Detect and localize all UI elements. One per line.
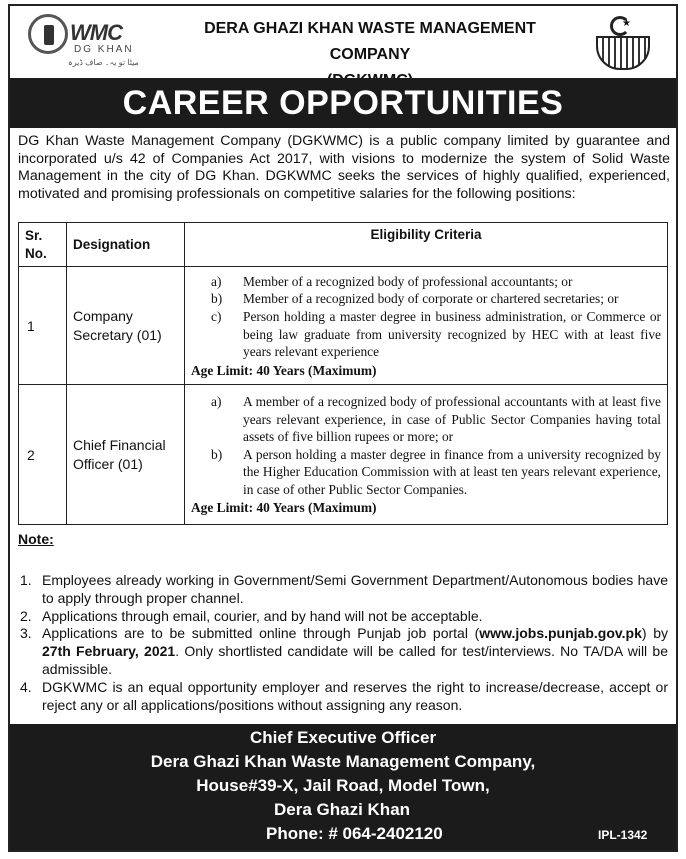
ad-reference-code: IPL-1342 <box>598 828 648 842</box>
jobs-portal-link[interactable]: www.jobs.punjab.gov.pk <box>479 625 642 642</box>
footer-address: House#39-X, Jail Road, Model Town, <box>196 776 490 795</box>
footer-title: Chief Executive Officer <box>249 728 437 747</box>
contact-footer <box>10 724 676 850</box>
criteria-item: c) Person holding a master degree in business administration, or Commerce or being law graduate from university recognized by HEC with at least five years relevant experience <box>211 308 661 360</box>
header-eligibility-criteria: Eligibility Criteria <box>185 223 668 267</box>
row-criteria <box>185 385 668 525</box>
logo-ring-icon <box>28 14 68 54</box>
age-limit: Age Limit: 40 Years (Maximum) <box>191 362 377 378</box>
logo-subtext: DG KHAN <box>74 44 134 55</box>
row-sr: 1 <box>19 267 67 385</box>
footer-city: Dera Ghazi Khan <box>274 800 411 819</box>
table-row <box>19 267 668 385</box>
row-designation: Company Secretary (01) <box>67 267 185 385</box>
list-item: 1. Employees already working in Government/Semi Government Department/Autonomous bodies have to apply through proper channel. <box>20 572 668 606</box>
positions-table <box>18 222 668 525</box>
criteria-item: a) Member of a recognized body of professional accountants; or <box>211 273 573 289</box>
header <box>10 6 676 76</box>
deadline-date: 27th February, 2021 <box>42 643 176 660</box>
list-item: 3. Applications are to be submitted online through Punjab job portal (www.jobs.punjab.gov.pk) by 27th February, 2021. Only shortlisted candidate will be called for test/interviews. No TA/DA will be admissible. <box>20 625 668 677</box>
list-item: 4. DGKWMC is an equal opportunity employer and reserves the right to increase/decrease, accept or reject any or all applications/positions without assigning any reason. <box>20 678 668 713</box>
intro-paragraph: DG Khan Waste Management Company (DGKWMC) is a public company limited by guarantee and incorporated u/s 42 of Companies Act 2017, with visions to modernize the system of Solid Waste Management in the city of DG Khan. DGKWMC seeks the services of highly qualified, experienced, motivated and promising professionals on competitive salaries for the following positions: <box>18 133 670 202</box>
criteria-item: b) A person holding a master degree in finance from a university recognized by the Higher Education Commission with at least ten years relevant experience, in case of other Public Sector Companies. <box>211 446 661 497</box>
row-sr: 2 <box>19 385 67 525</box>
header-sr-no: Sr. No. <box>19 223 67 267</box>
logo-text: WMC <box>70 20 122 45</box>
punjab-emblem-icon: ★ <box>592 16 654 74</box>
career-opportunities-banner: CAREER OPPORTUNITIES <box>10 78 676 128</box>
header-designation: Designation <box>67 223 185 267</box>
list-item: 2. Applications through email, courier, and by hand will not be acceptable. <box>20 607 483 624</box>
criteria-item: b) Member of a recognized body of corporate or chartered secretaries; or <box>211 291 619 307</box>
table-row <box>19 385 668 525</box>
footer-company: Dera Ghazi Khan Waste Management Company, <box>150 752 536 771</box>
company-name-line1: DERA GHAZI KHAN WASTE MANAGEMENT COMPANY <box>204 20 536 63</box>
footer-phone: Phone: # 064-2402120 <box>266 824 443 843</box>
row-criteria <box>185 267 668 385</box>
note-heading: Note: <box>18 531 54 547</box>
table-header-row <box>19 223 668 267</box>
age-limit: Age Limit: 40 Years (Maximum) <box>191 500 377 516</box>
dgkwmc-logo <box>28 14 178 76</box>
row-designation: Chief Financial Officer (01) <box>67 385 185 525</box>
notes-list <box>20 572 668 714</box>
logo-urdu-slogan: میٹا تو یہ۔ صاف ڈیرہ <box>68 58 139 67</box>
criteria-item: a) A member of a recognized body of professional accountants with at least five years relevant experience, in case of Public Sector Companies having total assets of five billion rupees or more; or <box>211 393 661 445</box>
